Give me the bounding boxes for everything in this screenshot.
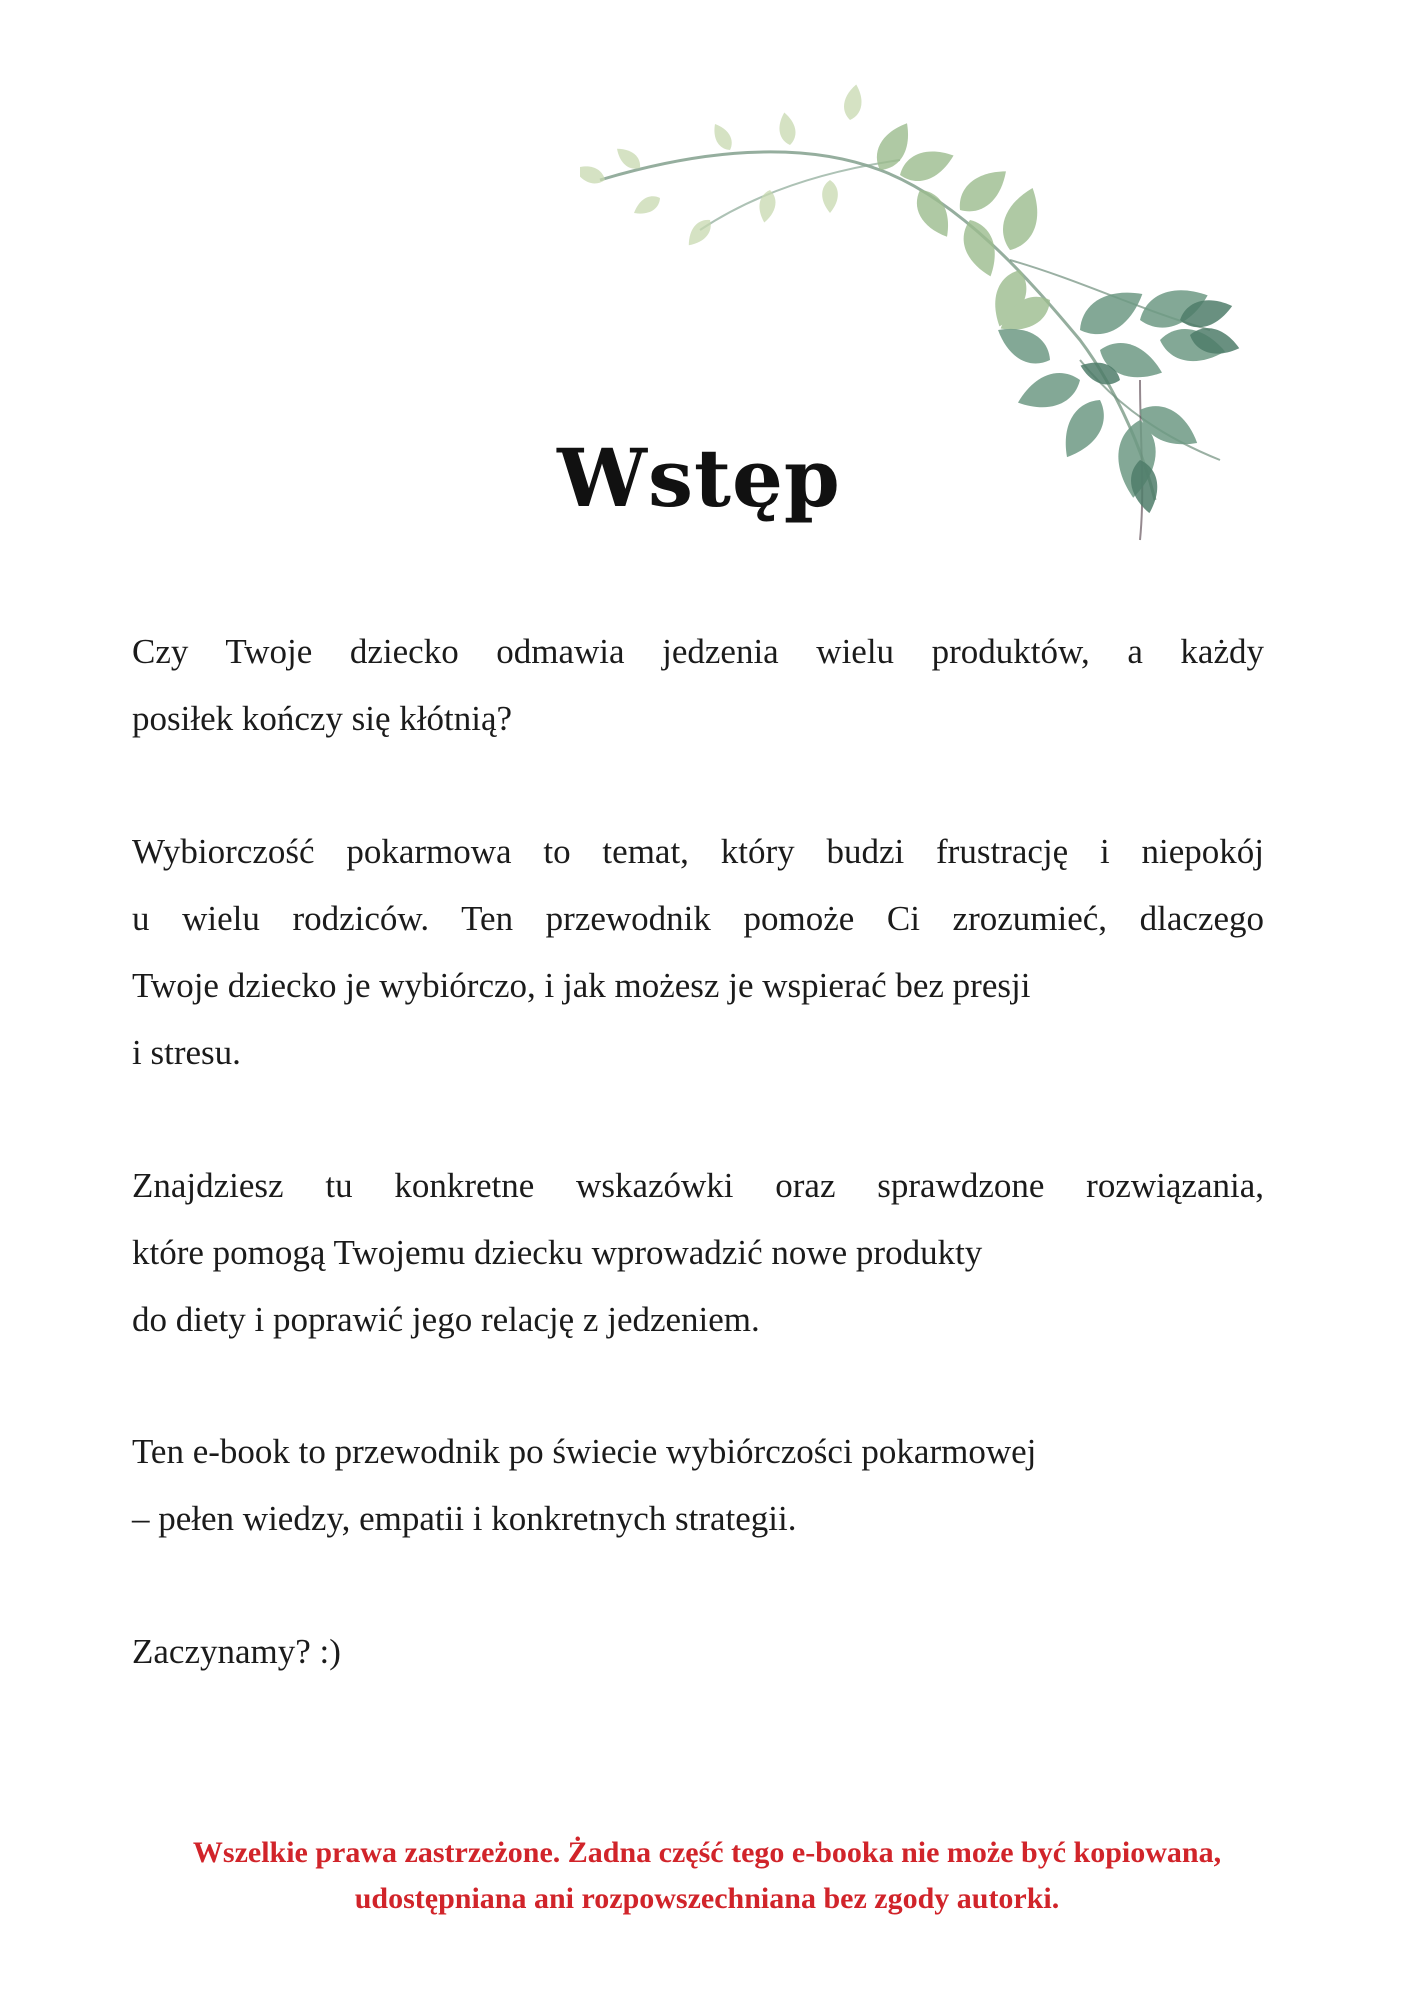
copyright-notice [60,1830,1354,1922]
paragraph-line: Czy Twoje dziecko odmawia jedzenia wielu produktów, a każdy [132,632,1264,671]
paragraph-line: Ten e-book to przewodnik po świecie wybiórczości pokarmowej [132,1432,1037,1471]
paragraph-line: Twoje dziecko je wybiórczo, i jak możesz je wspierać bez presji [132,966,1031,1005]
paragraph-line: Zaczynamy? :) [132,1632,341,1671]
paragraph-tips [132,1152,1264,1353]
paragraph-line: – pełen wiedzy, empatii i konkretnych strategii. [132,1499,797,1538]
paragraph-picky-eating [132,818,1264,1086]
copyright-notice-line: udostępniana ani rozpowszechniana bez zgody autorki. [354,1882,1060,1915]
paragraph-lets-start [132,1618,1264,1685]
paragraph-ebook-guide [132,1418,1264,1552]
paragraph-line: Wybiorczość pokarmowa to temat, który budzi frustrację i niepokój [132,832,1264,871]
page-title: Wstęp [557,431,841,525]
paragraph-line: które pomogą Twojemu dziecku wprowadzić nowe produkty [132,1233,983,1272]
copyright-notice-line: Wszelkie prawa zastrzeżone. Żadna część tego e-booka nie może być kopiowana, [192,1836,1222,1869]
paragraph-line: u wielu rodziców. Ten przewodnik pomoże Ci zrozumieć, dlaczego [132,899,1264,938]
paragraph-line: Znajdziesz tu konkretne wskazówki oraz sprawdzone rozwiązania, [132,1166,1264,1205]
paragraph-line: i stresu. [132,1033,241,1072]
paragraph-line: posiłek kończy się kłótnią? [132,699,513,738]
paragraph-line: do diety i poprawić jego relację z jedzeniem. [132,1300,760,1339]
paragraph-intro-question [132,618,1264,752]
